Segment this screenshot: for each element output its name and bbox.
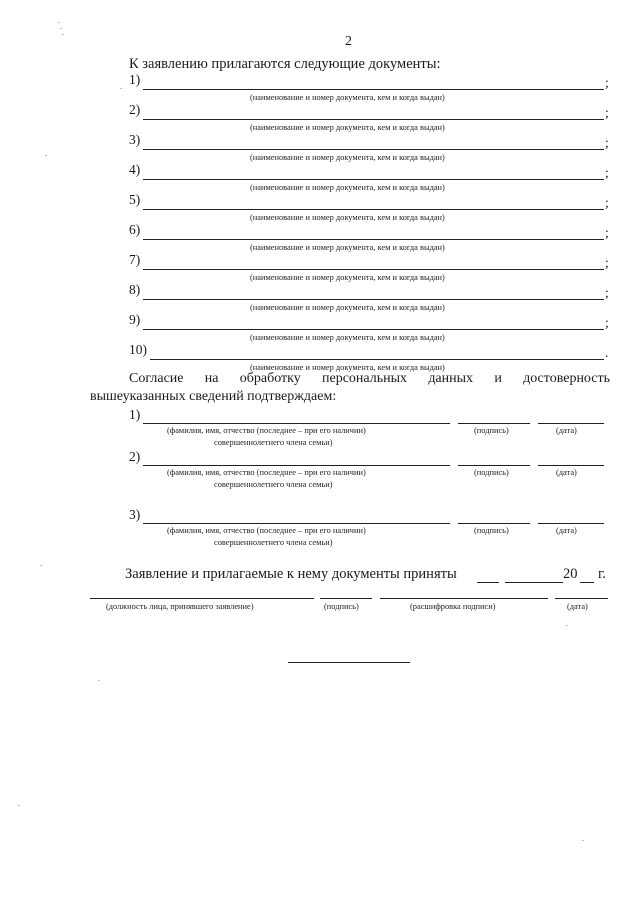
- official-decoding-hint: (расшифровка подписи): [410, 602, 496, 611]
- document-hint: (наименование и номер документа, кем и когда выдан): [250, 303, 445, 312]
- official-signature-field[interactable]: [320, 598, 372, 599]
- document-field[interactable]: [143, 239, 604, 240]
- document-hint: (наименование и номер документа, кем и когда выдан): [250, 183, 445, 192]
- attachments-heading: К заявлению прилагаются следующие документы:: [129, 56, 441, 72]
- document-line-end: .: [605, 345, 609, 360]
- document-number: 4): [129, 162, 141, 177]
- document-line-end: ;: [605, 255, 609, 270]
- consent-line-2: вышеуказанных сведений подтверждаем:: [90, 389, 337, 404]
- consent-word: обработку: [239, 371, 301, 386]
- consent-line-1: [129, 371, 610, 389]
- scan-speck: [18, 805, 20, 806]
- document-field[interactable]: [143, 209, 604, 210]
- official-position-field[interactable]: [90, 598, 314, 599]
- document-field[interactable]: [143, 269, 604, 270]
- document-field[interactable]: [143, 329, 604, 330]
- scan-speck: [98, 680, 100, 681]
- consent-word: достоверность: [523, 371, 610, 386]
- official-date-field[interactable]: [555, 598, 608, 599]
- consent-item-number: 2): [129, 449, 141, 464]
- scan-speck: [40, 565, 42, 566]
- document-field[interactable]: [150, 359, 604, 360]
- official-date-hint: (дата): [567, 602, 588, 611]
- document-field[interactable]: [143, 179, 604, 180]
- document-hint: (наименование и номер документа, кем и когда выдан): [250, 153, 445, 162]
- document-hint: (наименование и номер документа, кем и когда выдан): [250, 243, 445, 252]
- consent-word: и: [494, 371, 502, 386]
- accepted-statement: Заявление и прилагаемые к нему документы приняты: [125, 566, 457, 582]
- consent-fio-hint: (фамилия, имя, отчество (последнее – при его наличии): [167, 468, 366, 477]
- consent-word: персональных: [322, 371, 408, 386]
- document-hint: (наименование и номер документа, кем и когда выдан): [250, 213, 445, 222]
- document-number: 3): [129, 132, 141, 147]
- consent-date-hint: (дата): [556, 426, 577, 435]
- consent-fio-field[interactable]: [143, 423, 450, 424]
- scan-speck: [582, 840, 584, 841]
- scan-speck: [45, 155, 47, 156]
- consent-fio-hint: (фамилия, имя, отчество (последнее – при его наличии): [167, 526, 366, 535]
- document-hint: (наименование и номер документа, кем и когда выдан): [250, 123, 445, 132]
- consent-fio-field[interactable]: [143, 465, 450, 466]
- document-line-end: ;: [605, 75, 609, 90]
- consent-signature-field[interactable]: [458, 523, 530, 524]
- document-number: 1): [129, 72, 141, 87]
- consent-fio-hint-2: совершеннолетнего члена семьи): [214, 538, 333, 547]
- document-number: 8): [129, 282, 141, 297]
- consent-date-field[interactable]: [538, 523, 604, 524]
- consent-word: Согласие: [129, 371, 184, 386]
- document-number: 7): [129, 252, 141, 267]
- consent-fio-hint-2: совершеннолетнего члена семьи): [214, 480, 333, 489]
- consent-fio-hint-2: совершеннолетнего члена семьи): [214, 438, 333, 447]
- consent-date-field[interactable]: [538, 465, 604, 466]
- document-hint: (наименование и номер документа, кем и когда выдан): [250, 363, 445, 372]
- scan-speck: [58, 22, 60, 23]
- document-hint: (наименование и номер документа, кем и когда выдан): [250, 273, 445, 282]
- consent-fio-hint: (фамилия, имя, отчество (последнее – при его наличии): [167, 426, 366, 435]
- scan-speck: [60, 28, 62, 29]
- consent-date-field[interactable]: [538, 423, 604, 424]
- consent-signature-field[interactable]: [458, 423, 530, 424]
- document-line-end: ;: [605, 285, 609, 300]
- consent-signature-hint: (подпись): [474, 426, 509, 435]
- official-decoding-field[interactable]: [380, 598, 548, 599]
- consent-word: данных: [428, 371, 474, 386]
- document-hint: (наименование и номер документа, кем и когда выдан): [250, 93, 445, 102]
- consent-date-hint: (дата): [556, 526, 577, 535]
- consent-signature-field[interactable]: [458, 465, 530, 466]
- document-line-end: ;: [605, 195, 609, 210]
- document-line-end: ;: [605, 225, 609, 240]
- document-field[interactable]: [143, 299, 604, 300]
- document-line-end: ;: [605, 105, 609, 120]
- consent-date-hint: (дата): [556, 468, 577, 477]
- document-hint: (наименование и номер документа, кем и когда выдан): [250, 333, 445, 342]
- scan-speck: [566, 625, 568, 626]
- accepted-year-suffix: г.: [598, 566, 606, 582]
- consent-signature-hint: (подпись): [474, 468, 509, 477]
- accepted-day-field[interactable]: [477, 582, 499, 583]
- accepted-year-prefix: 20: [563, 566, 578, 582]
- document-line-end: ;: [605, 165, 609, 180]
- official-signature-hint: (подпись): [324, 602, 359, 611]
- document-field[interactable]: [143, 149, 604, 150]
- consent-item-number: 3): [129, 507, 141, 522]
- bottom-separator: [288, 662, 410, 663]
- document-line-end: ;: [605, 315, 609, 330]
- document-number: 9): [129, 312, 141, 327]
- document-line-end: ;: [605, 135, 609, 150]
- consent-item-number: 1): [129, 407, 141, 422]
- accepted-month-field[interactable]: [505, 582, 563, 583]
- accepted-year-field[interactable]: [580, 582, 594, 583]
- document-field[interactable]: [143, 119, 604, 120]
- page-number: 2: [345, 34, 352, 49]
- document-field[interactable]: [143, 89, 604, 90]
- consent-signature-hint: (подпись): [474, 526, 509, 535]
- scan-speck: [62, 34, 64, 35]
- document-number: 5): [129, 192, 141, 207]
- document-number: 2): [129, 102, 141, 117]
- official-position-hint: (должность лица, принявшего заявление): [106, 602, 254, 611]
- document-number: 6): [129, 222, 141, 237]
- consent-fio-field[interactable]: [143, 523, 450, 524]
- consent-word: на: [204, 371, 219, 386]
- document-number: 10): [129, 342, 147, 357]
- scan-speck: [120, 88, 122, 89]
